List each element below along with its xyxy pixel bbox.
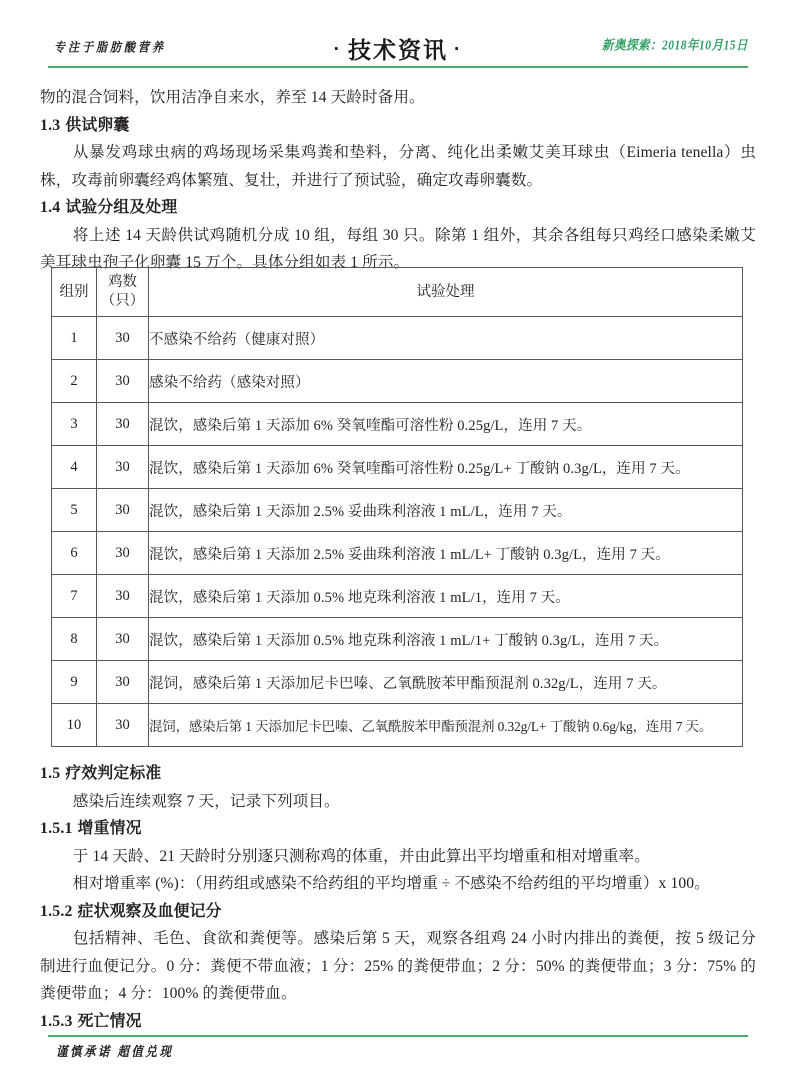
footer-slogan: 谨慎承诺 超值兑现	[56, 1045, 174, 1060]
table-row	[52, 575, 743, 618]
cell-treatment: 混饮，感染后第 1 天添加 6% 癸氧喹酯可溶性粉 0.25g/L+ 丁酸钠 0.3g/L，连用 7 天。	[149, 446, 743, 489]
cell-treatment: 混饮，感染后第 1 天添加 2.5% 妥曲珠利溶液 1 mL/L+ 丁酸钠 0.3g/L，连用 7 天。	[149, 532, 743, 575]
table-row	[52, 704, 743, 747]
cell-count: 30	[97, 575, 149, 618]
table-row	[52, 661, 743, 704]
section-1-4-paragraph-1: 将上述 14 天龄供试鸡随机分成 10 组，每组 30 只。除第 1 组外，其余各组每只鸡经口感染柔嫩艾美耳球虫孢子化卵囊 15 万个。具体分组如表 1 所示。	[40, 226, 756, 271]
column-header-count	[97, 268, 149, 317]
header-title-text: 技术资讯	[348, 37, 448, 63]
cell-group: 7	[52, 575, 97, 618]
section-1-3-paragraph-1: 从暴发鸡球虫病的鸡场现场采集鸡粪和垫料，分离、纯化出柔嫩艾美耳球虫（Eimeria tenella）虫株，攻毒前卵囊经鸡体繁殖、复壮，并进行了预试验，确定攻毒卵囊数。	[40, 144, 756, 189]
cell-count: 30	[97, 704, 149, 747]
cell-count: 30	[97, 360, 149, 403]
cell-treatment: 混饮，感染后第 1 天添加 0.5% 地克珠利溶液 1 mL/1，连用 7 天。	[149, 575, 743, 618]
column-header-count-line2: （只）	[100, 293, 145, 309]
upper-body	[40, 84, 756, 277]
cell-count: 30	[97, 403, 149, 446]
footer-divider-rule	[48, 1035, 748, 1037]
section-heading-1-5-2	[40, 898, 756, 926]
section-number-1-5-1: 1.5.1	[40, 820, 73, 837]
cell-group: 9	[52, 661, 97, 704]
section-number-1-3: 1.3	[40, 116, 61, 134]
header-left-slogan: 专注于脂肪酸营养	[54, 41, 166, 55]
cell-count: 30	[97, 317, 149, 360]
table-row	[52, 532, 743, 575]
section-1-5-paragraph-1: 感染后连续观察 7 天，记录下列项目。	[72, 792, 340, 810]
table-body	[52, 317, 743, 747]
section-number-1-5-2: 1.5.2	[40, 902, 73, 920]
cell-count: 30	[97, 489, 149, 532]
cell-group: 10	[52, 704, 97, 747]
table-row	[52, 403, 743, 446]
section-number-1-5: 1.5	[40, 765, 61, 782]
table-header-row	[52, 268, 743, 317]
cell-count: 30	[97, 532, 149, 575]
lower-body	[40, 760, 756, 1035]
cell-count: 30	[97, 446, 149, 489]
section-title-1-4: 试验分组及处理	[65, 199, 178, 216]
section-1-5-2-paragraph-1: 包括精神、毛色、食欲和粪便等。感染后第 5 天，观察各组鸡 24 小时内排出的粪便，按 5 级记分制进行血便记分。0 分：粪便不带血液；1 分：25% 的粪便带血；2 分：50% 的粪便带血；3 分：75% 的粪便带血；4 分：100% 的粪便带血。	[40, 930, 756, 1002]
section-title-1-3: 供试卵囊	[65, 116, 130, 134]
cell-count: 30	[97, 618, 149, 661]
cell-count: 30	[97, 661, 149, 704]
cell-group: 8	[52, 618, 97, 661]
cell-group: 3	[52, 403, 97, 446]
title-dot-left-icon: ·	[333, 39, 342, 60]
table-row	[52, 618, 743, 661]
header-right-meta: 新奥探索：2018年10月15日	[602, 39, 748, 53]
section-1-5-1-paragraph-2: 相对增重率 (%)：（用药组或感染不给药组的平均增重 ÷ 不感染不给药组的平均增重）x 100。	[72, 875, 710, 892]
cell-treatment: 感染不给药（感染对照）	[149, 360, 743, 403]
page-header	[48, 34, 748, 64]
cell-treatment: 不感染不给药（健康对照）	[149, 317, 743, 360]
table-row	[52, 317, 743, 360]
title-dot-right-icon: ·	[454, 39, 463, 60]
section-title-1-5-3: 死亡情况	[77, 1012, 142, 1030]
cell-treatment: 混饲，感染后第 1 天添加尼卡巴嗪、乙氧酰胺苯甲酯预混剂 0.32g/L，连用 7 天。	[149, 661, 743, 704]
section-number-1-4: 1.4	[40, 199, 61, 216]
section-heading-1-5-3	[40, 1008, 756, 1036]
section-title-1-5: 疗效判定标准	[65, 765, 162, 782]
header-divider-rule	[48, 66, 748, 68]
section-heading-1-3	[40, 112, 756, 140]
section-heading-1-5	[40, 760, 756, 788]
experiment-groups-table-wrapper	[51, 267, 743, 747]
cell-group: 5	[52, 489, 97, 532]
cell-group: 1	[52, 317, 97, 360]
cell-treatment: 混饮，感染后第 1 天添加 2.5% 妥曲珠利溶液 1 mL/L，连用 7 天。	[149, 489, 743, 532]
column-header-treatment: 试验处理	[149, 268, 743, 317]
cell-treatment: 混饮，感染后第 1 天添加 6% 癸氧喹酯可溶性粉 0.25g/L，连用 7 天。	[149, 403, 743, 446]
section-1-5-1-paragraph-1: 于 14 天龄、21 天龄时分别逐只测称鸡的体重，并由此算出平均增重和相对增重率。	[72, 847, 650, 865]
cell-group: 6	[52, 532, 97, 575]
experiment-groups-table	[51, 267, 743, 747]
column-header-group: 组别	[52, 268, 97, 317]
section-number-1-5-3: 1.5.3	[40, 1012, 73, 1030]
cell-treatment: 混饲，感染后第 1 天添加尼卡巴嗪、乙氧酰胺苯甲酯预混剂 0.32g/L+ 丁酸钠 0.6g/kg，连用 7 天。	[149, 704, 743, 747]
table-row	[52, 489, 743, 532]
section-title-1-5-1: 增重情况	[77, 820, 142, 837]
cell-group: 4	[52, 446, 97, 489]
table-row	[52, 446, 743, 489]
cell-treatment: 混饮，感染后第 1 天添加 0.5% 地克珠利溶液 1 mL/1+ 丁酸钠 0.3g/L，连用 7 天。	[149, 618, 743, 661]
cell-group: 2	[52, 360, 97, 403]
section-heading-1-4	[40, 194, 756, 222]
continued-paragraph: 物的混合饲料，饮用洁净自来水，养至 14 天龄时备用。	[40, 89, 425, 106]
section-title-1-5-2: 症状观察及血便记分	[77, 902, 222, 920]
column-header-count-line1: 鸡数	[108, 274, 137, 290]
table-row	[52, 360, 743, 403]
section-heading-1-5-1	[40, 815, 756, 843]
